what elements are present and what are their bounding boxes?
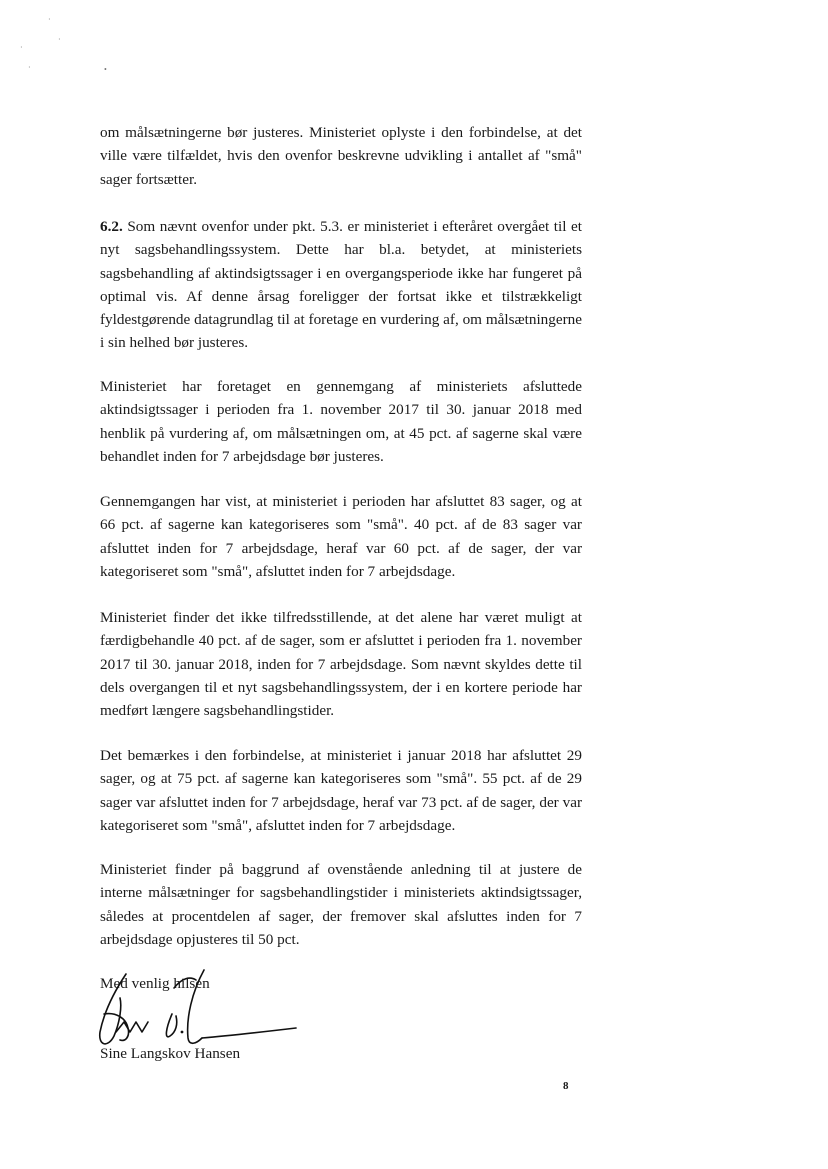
section-number: 6.2. (100, 218, 123, 235)
scan-speck: · (58, 35, 61, 44)
paragraph-review (100, 375, 582, 468)
paragraph-conclusion (100, 858, 582, 951)
signer-name: Sine Langskov Hansen (100, 1045, 241, 1062)
paragraph-text: Ministeriet har foretaget en gennemgang af ministeriets afsluttede aktindsigtssager i perioden fra 1. november 2017 til 30. januar 2018 med henblik på vurdering af, om målsætningen om, at 45 pct. af sagerne skal være behandlet inden for 7 arbejdsdage bør justeres. (100, 378, 582, 465)
scan-speck: · (48, 15, 51, 24)
closing-greeting: Med venlig hilsen (100, 975, 210, 992)
paragraph-text: om målsætningerne bør justeres. Ministeriet oplyste i den forbindelse, at det ville være tilfældet, hvis den ovenfor beskrevne udvikling i antallet af "små" sager fortsætter. (100, 124, 582, 188)
scan-speck: · (28, 63, 31, 72)
scan-speck: • (104, 65, 107, 74)
paragraph-section-6-2 (100, 215, 582, 355)
paragraph-continuation (100, 121, 582, 191)
paragraph-january (100, 744, 582, 837)
paragraph-text: Ministeriet finder på baggrund af ovenstående anledning til at justere de interne målsætninger for sagsbehandlingstider i ministeriets aktindsigtssager, således at procentdelen af sager, der fremover skal afsluttes inden for 7 arbejdsdage opjusteres til 50 pct. (100, 861, 582, 948)
paragraph-assessment (100, 606, 582, 722)
paragraph-text: Det bemærkes i den forbindelse, at ministeriet i januar 2018 har afsluttet 29 sager, og at 75 pct. af sagerne kan kategoriseres som "små". 55 pct. af de 29 sager var afsluttet inden for 7 arbejdsdage, heraf var 73 pct. af de sager, der var kategoriseret som "små", afsluttet inden for 7 arbejdsdage. (100, 747, 582, 834)
paragraph-text: Som nævnt ovenfor under pkt. 5.3. er ministeriet i efteråret overgået til et nyt sagsbehandlingssystem. Dette har bl.a. betydet, at ministeriets sagsbehandling af aktindsigtssager i en overgangsperiode ikke har fungeret på optimal vis. Af denne årsag foreligger der fortsat ikke et tilstrækkeligt fyldestgørende datagrundlag til at foretage en vurdering af, om målsætningerne i sin helhed bør justeres. (100, 218, 582, 352)
scan-speck: · (20, 43, 23, 52)
page-number: 8 (563, 1080, 569, 1092)
paragraph-text: Gennemgangen har vist, at ministeriet i perioden har afsluttet 83 sager, og at 66 pct. af sagerne kan kategoriseres som "små". 40 pct. af de 83 sager var afsluttet inden for 7 arbejdsdage, heraf var 60 pct. af de sager, der var kategoriseret som "små", afsluttet inden for 7 arbejdsdage. (100, 493, 582, 580)
paragraph-findings (100, 490, 582, 583)
paragraph-text: Ministeriet finder det ikke tilfredsstillende, at det alene har været muligt at færdigbehandle 40 pct. af de sager, som er afsluttet i perioden fra 1. november 2017 til 30. januar 2018, inden for 7 arbejdsdage. Som nævnt skyldes dette til dels overgangen til et nyt sagsbehandlingssystem, der i en kortere periode har medført længere sagsbehandlingstider. (100, 609, 582, 720)
